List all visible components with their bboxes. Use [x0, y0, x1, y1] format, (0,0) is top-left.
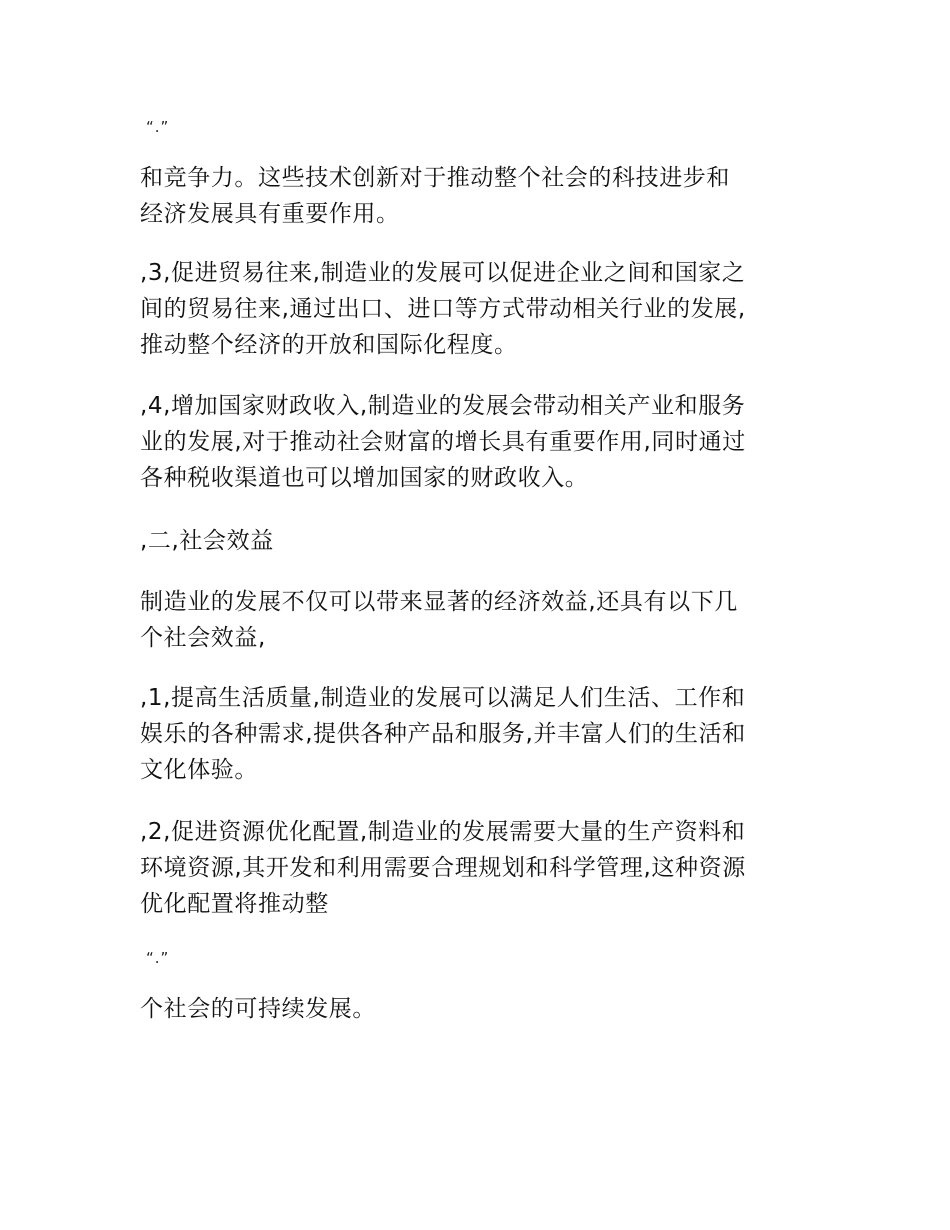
paragraph-line: ,4,增加国家财政收入,制造业的发展会带动相关产业和服务 — [140, 393, 746, 419]
paragraph-line: ,1,提高生活质量,制造业的发展可以满足人们生活、工作和 — [140, 685, 746, 711]
paragraph-line: 推动整个经济的开放和国际化程度。 — [140, 332, 518, 358]
paragraph-line: ,2,促进资源优化配置,制造业的发展需要大量的生产资料和 — [140, 819, 746, 845]
paragraph-line: 制造业的发展不仅可以带来显著的经济效益,还具有以下几 — [140, 589, 738, 615]
paragraph-social-intro — [140, 584, 820, 656]
paragraph-line: 个社会效益, — [140, 625, 266, 651]
paragraph-trade — [140, 255, 820, 363]
paragraph-tech-innovation — [140, 160, 820, 232]
paragraph-line: 优化配置将推动整 — [140, 891, 329, 917]
quote-mark-top: “.” — [146, 118, 170, 136]
paragraph-line: ,3,促进贸易往来,制造业的发展可以促进企业之间和国家之 — [140, 260, 746, 286]
paragraph-line: 各种税收渠道也可以增加国家的财政收入。 — [140, 465, 589, 491]
section-heading-social-benefits — [140, 523, 820, 559]
paragraph-line: 间的贸易往来,通过出口、进口等方式带动相关行业的发展, — [140, 296, 746, 322]
paragraph-line: 和竞争力。这些技术创新对于推动整个社会的科技进步和 — [140, 165, 730, 191]
paragraph-sustainable-development — [140, 991, 820, 1027]
paragraph-quality-of-life — [140, 680, 820, 788]
paragraph-line: 业的发展,对于推动社会财富的增长具有重要作用,同时通过 — [140, 429, 746, 455]
paragraph-fiscal-revenue — [140, 388, 820, 496]
paragraph-line: 经济发展具有重要作用。 — [140, 201, 400, 227]
quote-mark-middle: “.” — [146, 949, 170, 967]
paragraph-line: 娱乐的各种需求,提供各种产品和服务,并丰富人们的生活和 — [140, 721, 746, 747]
paragraph-resource-allocation — [140, 814, 820, 922]
paragraph-line: 文化体验。 — [140, 757, 258, 783]
heading-line: ,二,社会效益 — [140, 528, 274, 554]
paragraph-line: 个社会的可持续发展。 — [140, 996, 376, 1022]
paragraph-line: 环境资源,其开发和利用需要合理规划和科学管理,这种资源 — [140, 855, 746, 881]
